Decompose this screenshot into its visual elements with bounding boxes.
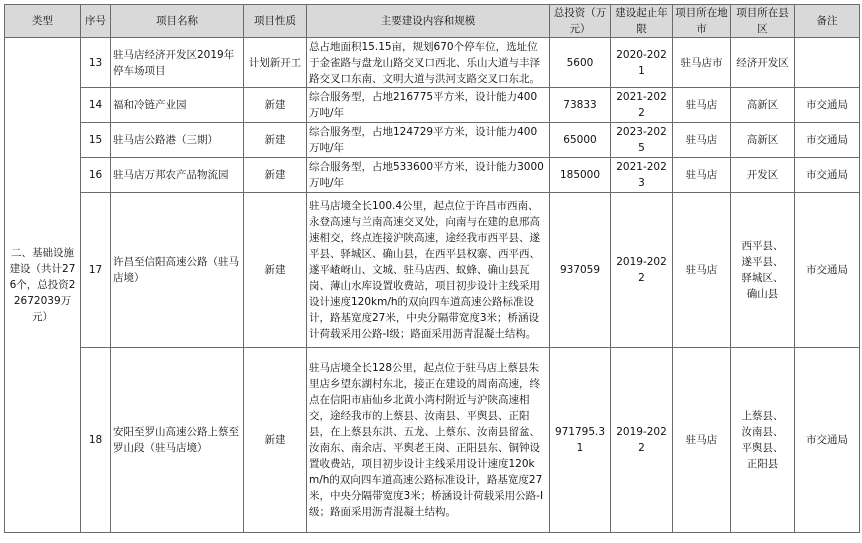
row-remark: 市交通局 — [795, 348, 860, 533]
table-row — [5, 348, 860, 533]
row-nature: 计划新开工 — [244, 38, 307, 88]
row-name: 安阳至罗山高速公路上蔡至罗山段（驻马店境） — [111, 348, 244, 533]
table-row — [5, 38, 860, 88]
row-no: 17 — [81, 193, 111, 348]
row-nature: 新建 — [244, 193, 307, 348]
row-county: 高新区 — [731, 88, 795, 123]
row-invest: 971795.31 — [550, 348, 611, 533]
row-nature: 新建 — [244, 158, 307, 193]
row-city: 驻马店 — [673, 193, 731, 348]
row-city: 驻马店 — [673, 88, 731, 123]
county-line: 正阳县 — [746, 458, 779, 470]
row-city: 驻马店 — [673, 123, 731, 158]
row-remark: 市交通局 — [795, 123, 860, 158]
header-city: 项目所在地市 — [673, 5, 731, 38]
row-content: 驻马店境全长100.4公里，起点位于许昌市西南、永登高速与兰南高速交叉处，向南与在建的息邢高速相交，终点连接沪陕高速，途经我市西平县、遂平县、驿城区、确山县，在西平县权寨、西平西、遂平嵖岈山、文城、驻马店西、蚁蜂、确山县瓦岗、薄山水库设置收费站，项目初步设计主线采用设计速度120km/h的双向四车道高速公路标准设计，路基宽度27米，中央分隔带宽度3米；桥涵设计荷载采用公路-I级；路面采用沥青混凝土结构。 — [307, 193, 550, 348]
header-row — [5, 5, 860, 38]
row-no: 16 — [81, 158, 111, 193]
row-invest: 937059 — [550, 193, 611, 348]
row-period: 2019-2022 — [611, 348, 673, 533]
row-period: 2021-2022 — [611, 88, 673, 123]
row-period: 2021-2023 — [611, 158, 673, 193]
header-content: 主要建设内容和规模 — [307, 5, 550, 38]
county-line: 上蔡县、 — [741, 410, 784, 422]
row-content: 综合服务型，占地124729平方米，设计能力400万吨/年 — [307, 123, 550, 158]
table-row — [5, 158, 860, 193]
row-name: 驻马店经济开发区2019年停车场项目 — [111, 38, 244, 88]
row-invest: 185000 — [550, 158, 611, 193]
row-no: 13 — [81, 38, 111, 88]
row-name: 许昌至信阳高速公路（驻马店境） — [111, 193, 244, 348]
project-table — [4, 4, 860, 533]
row-county: 高新区 — [731, 123, 795, 158]
row-nature: 新建 — [244, 88, 307, 123]
row-name: 驻马店万邦农产品物流园 — [111, 158, 244, 193]
row-remark: 市交通局 — [795, 193, 860, 348]
row-no: 14 — [81, 88, 111, 123]
header-invest: 总投资（万元） — [550, 5, 611, 38]
county-line: 驿城区、 — [741, 272, 784, 284]
row-period: 2019-2022 — [611, 193, 673, 348]
row-nature: 新建 — [244, 348, 307, 533]
row-invest: 65000 — [550, 123, 611, 158]
row-period: 2020-2021 — [611, 38, 673, 88]
row-county — [731, 193, 795, 348]
header-category: 类型 — [5, 5, 81, 38]
row-no: 18 — [81, 348, 111, 533]
header-remark: 备注 — [795, 5, 860, 38]
header-period: 建设起止年限 — [611, 5, 673, 38]
row-name: 福和冷链产业园 — [111, 88, 244, 123]
row-city: 驻马店 — [673, 348, 731, 533]
category-cell: 二、基础设施建设（共计276个，总投资22672039万元） — [5, 38, 81, 533]
header-county: 项目所在县区 — [731, 5, 795, 38]
row-no: 15 — [81, 123, 111, 158]
county-line: 确山县 — [746, 288, 779, 300]
row-city: 驻马店市 — [673, 38, 731, 88]
county-line: 遂平县、 — [741, 256, 784, 268]
row-content: 总占地面积15.15亩，规划670个停车位，选址位于金雀路与盘龙山路交叉口西北、乐山大道与丰泽路交叉口东南、文明大道与洪河支路交叉口东北。 — [307, 38, 550, 88]
county-line: 平舆县、 — [741, 442, 784, 454]
row-remark — [795, 38, 860, 88]
county-line: 西平县、 — [741, 240, 784, 252]
header-no: 序号 — [81, 5, 111, 38]
row-county: 经济开发区 — [731, 38, 795, 88]
row-name: 驻马店公路港（三期） — [111, 123, 244, 158]
row-invest: 73833 — [550, 88, 611, 123]
row-period: 2023-2025 — [611, 123, 673, 158]
row-county: 开发区 — [731, 158, 795, 193]
header-name: 项目名称 — [111, 5, 244, 38]
table-row — [5, 193, 860, 348]
county-line: 汝南县、 — [741, 426, 784, 438]
row-nature: 新建 — [244, 123, 307, 158]
row-content: 综合服务型，占地216775平方米，设计能力400万吨/年 — [307, 88, 550, 123]
row-remark: 市交通局 — [795, 158, 860, 193]
row-remark: 市交通局 — [795, 88, 860, 123]
row-county — [731, 348, 795, 533]
row-content: 驻马店境全长128公里，起点位于驻马店上蔡县朱里店乡望东湖村东北，接正在建设的周南高速，终点在信阳市庙仙乡北黄小湾村附近与沪陕高速相交，途经我市的上蔡县、汝南县、平舆县、正阳县，在上蔡县东洪、五龙、上蔡东、汝南县留盆、汝南东、南余店、平舆老王岗、正阳县东、铜钟设置收费站，项目初步设计主线采用设计速度120km/h的双向四车道高速公路标准设计，路基宽度27米，中央分隔带宽度3米；桥涵设计荷载采用公路-I级；路面采用沥青混凝土结构。 — [307, 348, 550, 533]
table-row — [5, 123, 860, 158]
table-row — [5, 88, 860, 123]
row-invest: 5600 — [550, 38, 611, 88]
row-content: 综合服务型，占地533600平方米，设计能力3000万吨/年 — [307, 158, 550, 193]
header-nature: 项目性质 — [244, 5, 307, 38]
row-city: 驻马店 — [673, 158, 731, 193]
